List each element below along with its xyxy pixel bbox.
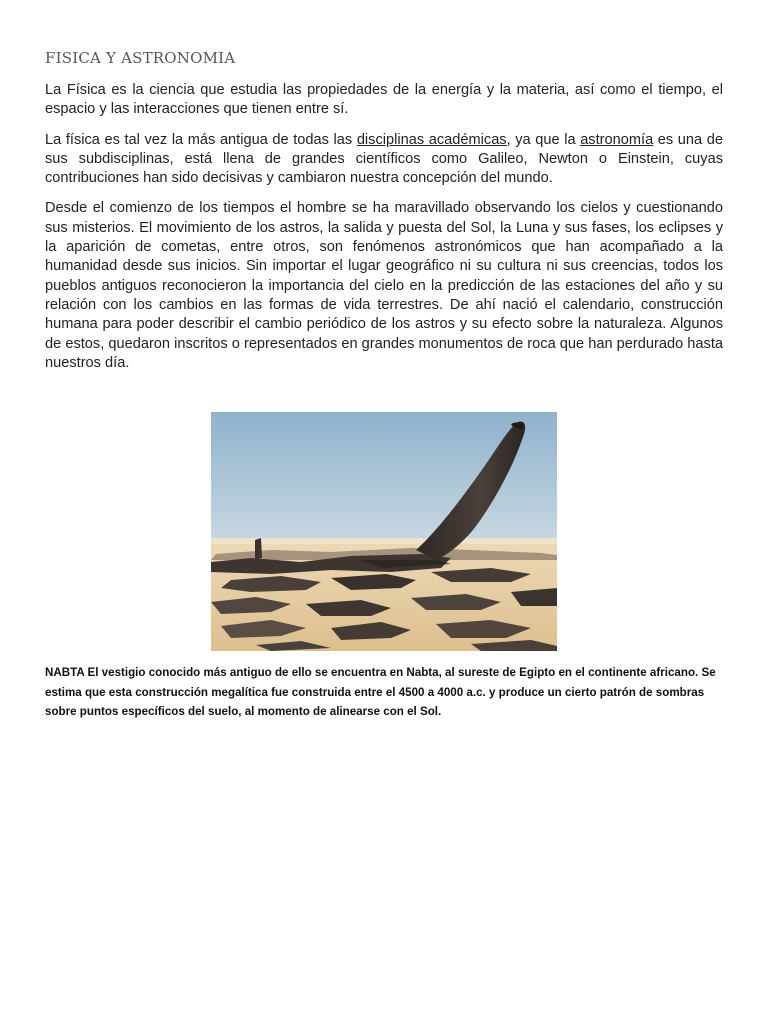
figure-caption: NABTA El vestigio conocido más antiguo de ello se encuentra en Nabta, al sureste de Egipto en el continente africano. Se estima que esta construcción megalítica fue construida entre el 4500 a 4000 a.c. y produce un cierto patrón de sombras sobre puntos específicos del suelo, al momento de alinearse con el Sol. [45,666,716,718]
nabta-megalith-photo [211,412,557,651]
document-title: FISICA Y ASTRONOMIA [45,49,236,67]
link-astronomia[interactable]: astronomía [580,131,654,148]
document-body [45,48,723,384]
paragraph-text: La física es tal vez la más antigua de todas las [45,131,357,148]
paragraph-text: es una de sus subdisciplinas, está llena de grandes científicos como Galileo, Newton o Einstein, cuyas contribuciones han sido decisivas y cambiaron nuestra concepción del mundo. [45,131,723,187]
paragraph-physics-history [45,131,723,189]
link-disciplinas-academicas[interactable]: disciplinas académicas [356,131,507,148]
paragraph-text: , ya que la [506,131,581,148]
paragraph-physics-definition: La Física es la ciencia que estudia las propiedades de la energía y la materia, así como el tiempo, el espacio y las interacciones que tienen entre sí. [45,82,723,118]
paragraph-astronomy-history: Desde el comienzo de los tiempos el hombre se ha maravillado observando los cielos y cuestionando sus misterios. El movimiento de los astros, la salida y puesta del Sol, la Luna y sus fases, los eclipses y la aparición de cometas, entre otros, son fenómenos astronómicos que han acompañado a la humanidad desde sus inicios. Sin importar el lugar geográfico ni su cultura ni sus creencias, todos los pueblos antiguos reconocieron la importancia del cielo en la predicción de las estaciones del año y su relación con los cambios en las formas de vida terrestres. De ahí nació el calendario, construcción humana para poder describir el cambio periódico de los astros y su efecto sobre la naturaleza. Algunos de estos, quedaron inscritos o representados en grandes monumentos de roca que han perdurado hasta nuestros día. [45,200,723,371]
